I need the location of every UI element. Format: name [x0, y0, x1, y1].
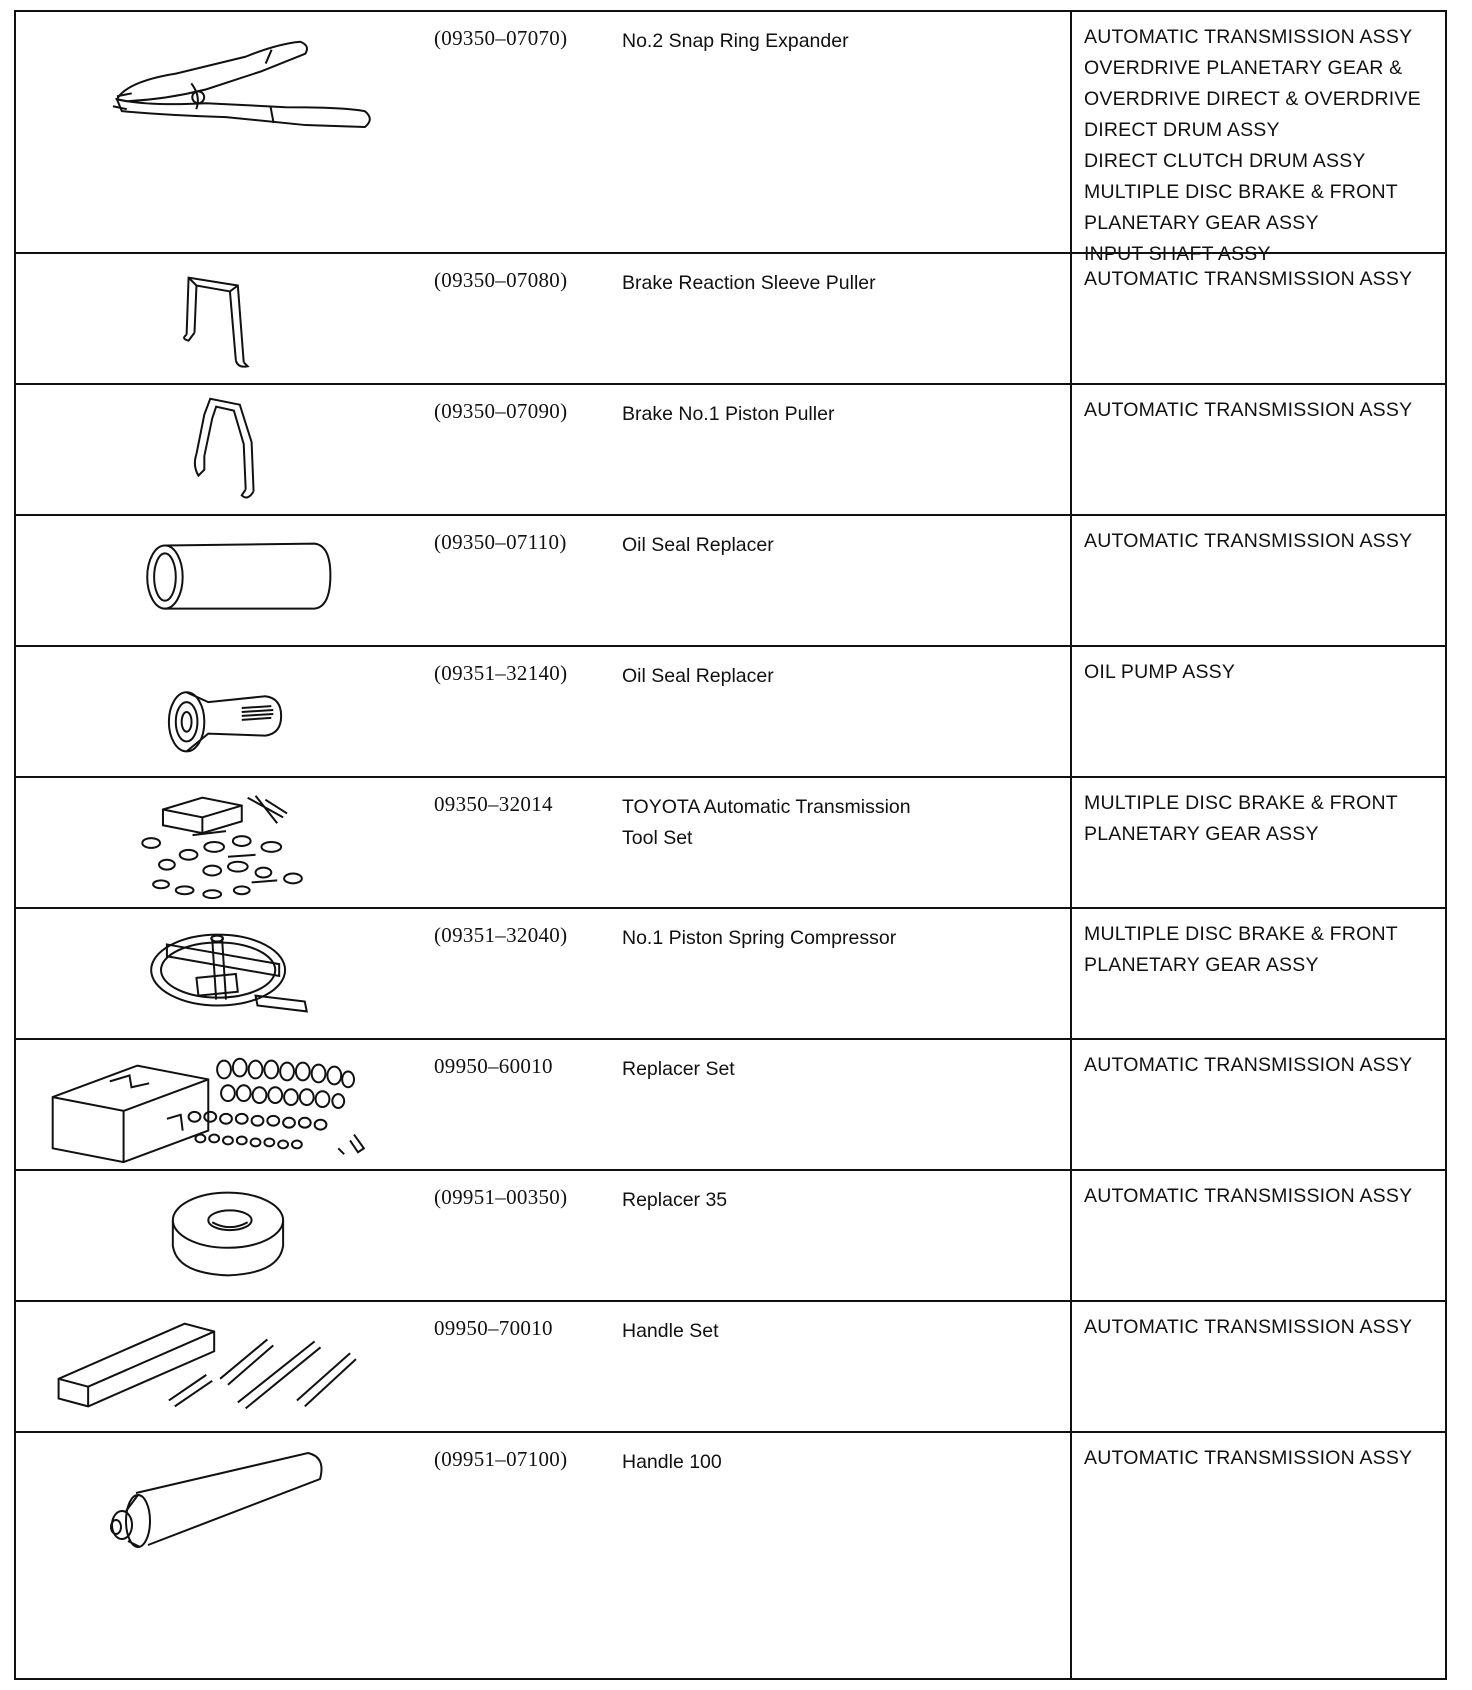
- usage-line: AUTOMATIC TRANSMISSION ASSY: [1084, 399, 1413, 421]
- tool-name: Handle 100: [622, 1451, 722, 1473]
- replacer-35-illustration: [16, 1171, 436, 1300]
- part-number: (09350–07110): [434, 530, 567, 554]
- handle-100-illustration: [16, 1433, 436, 1678]
- tool-row: [16, 385, 1445, 516]
- usage-line: MULTIPLE DISC BRAKE & FRONT: [1084, 792, 1398, 814]
- usage-line: AUTOMATIC TRANSMISSION ASSY: [1084, 1447, 1413, 1469]
- oil-seal-replacer-small-illustration: [16, 647, 436, 776]
- part-number: (09350–07090): [434, 399, 568, 423]
- usage-line: PLANETARY GEAR ASSY: [1084, 823, 1319, 845]
- tool-name: Oil Seal Replacer: [622, 665, 774, 687]
- spring-compressor-illustration: [16, 909, 436, 1038]
- column-divider: [1070, 1302, 1072, 1431]
- usage-line: PLANETARY GEAR ASSY: [1084, 212, 1319, 234]
- usage-line: AUTOMATIC TRANSMISSION ASSY: [1084, 1185, 1413, 1207]
- usage-list: [1084, 788, 1444, 850]
- part-number: (09951–00350): [434, 1185, 568, 1209]
- tool-row: [16, 647, 1445, 778]
- usage-line: OVERDRIVE PLANETARY GEAR &: [1084, 57, 1403, 79]
- usage-list: [1084, 526, 1444, 557]
- usage-line: PLANETARY GEAR ASSY: [1084, 954, 1319, 976]
- tool-name: Oil Seal Replacer: [622, 534, 774, 556]
- snap-ring-expander-illustration: [16, 12, 436, 252]
- part-number: (09350–07070): [434, 26, 568, 50]
- piston-puller-illustration: [16, 385, 436, 514]
- tool-name: Brake Reaction Sleeve Puller: [622, 272, 876, 294]
- usage-list: [1084, 1443, 1444, 1474]
- tool-row: [16, 516, 1445, 647]
- usage-line: MULTIPLE DISC BRAKE & FRONT: [1084, 181, 1398, 203]
- column-divider: [1070, 647, 1072, 776]
- tool-row: [16, 254, 1445, 385]
- usage-list: [1084, 395, 1444, 426]
- sleeve-puller-illustration: [16, 254, 436, 383]
- usage-list: [1084, 919, 1444, 981]
- column-divider: [1070, 516, 1072, 645]
- tool-name: No.1 Piston Spring Compressor: [622, 927, 897, 949]
- part-number: (09351–32140): [434, 661, 568, 685]
- tool-set-illustration: [16, 778, 436, 907]
- tool-name: TOYOTA Automatic Transmission Tool Set: [622, 796, 911, 849]
- usage-line: AUTOMATIC TRANSMISSION ASSY: [1084, 26, 1413, 48]
- part-number: 09350–32014: [434, 792, 553, 816]
- part-number: (09351–32040): [434, 923, 568, 947]
- tool-row: [16, 1171, 1445, 1302]
- part-number: 09950–70010: [434, 1316, 553, 1340]
- usage-line: OVERDRIVE DIRECT & OVERDRIVE: [1084, 88, 1421, 110]
- usage-line: AUTOMATIC TRANSMISSION ASSY: [1084, 268, 1413, 290]
- column-divider: [1070, 254, 1072, 383]
- tool-row: [16, 909, 1445, 1040]
- oil-seal-replacer-illustration: [16, 516, 436, 645]
- usage-list: [1084, 1050, 1444, 1081]
- column-divider: [1070, 12, 1072, 252]
- tool-name: Handle Set: [622, 1320, 719, 1342]
- handle-set-illustration: [16, 1302, 436, 1431]
- tool-row: [16, 1302, 1445, 1433]
- column-divider: [1070, 909, 1072, 1038]
- tool-name: Replacer Set: [622, 1058, 735, 1080]
- part-number: (09350–07080): [434, 268, 568, 292]
- replacer-set-illustration: [16, 1040, 436, 1169]
- tool-name: No.2 Snap Ring Expander: [622, 30, 849, 52]
- tool-name: Replacer 35: [622, 1189, 728, 1211]
- column-divider: [1070, 1040, 1072, 1169]
- usage-list: [1084, 657, 1444, 688]
- column-divider: [1070, 1171, 1072, 1300]
- usage-line: DIRECT DRUM ASSY: [1084, 119, 1280, 141]
- usage-line: INPUT SHAFT ASSY: [1084, 243, 1271, 265]
- tool-row: [16, 12, 1445, 265]
- usage-list: [1084, 1312, 1444, 1343]
- column-divider: [1070, 1433, 1072, 1678]
- tool-row: [16, 778, 1445, 909]
- column-divider: [1070, 778, 1072, 907]
- usage-line: OIL PUMP ASSY: [1084, 661, 1236, 683]
- usage-line: AUTOMATIC TRANSMISSION ASSY: [1084, 1316, 1413, 1338]
- usage-line: AUTOMATIC TRANSMISSION ASSY: [1084, 1054, 1413, 1076]
- usage-list: [1084, 264, 1444, 295]
- usage-list: [1084, 1181, 1444, 1212]
- usage-line: DIRECT CLUTCH DRUM ASSY: [1084, 150, 1366, 172]
- usage-line: MULTIPLE DISC BRAKE & FRONT: [1084, 923, 1398, 945]
- part-number: 09950–60010: [434, 1054, 553, 1078]
- special-tools-table: [14, 10, 1447, 1680]
- usage-line: AUTOMATIC TRANSMISSION ASSY: [1084, 530, 1413, 552]
- part-number: (09951–07100): [434, 1447, 568, 1471]
- usage-list: [1084, 22, 1444, 270]
- tool-name: Brake No.1 Piston Puller: [622, 403, 835, 425]
- column-divider: [1070, 385, 1072, 514]
- tool-row: [16, 1433, 1445, 1678]
- tool-row: [16, 1040, 1445, 1171]
